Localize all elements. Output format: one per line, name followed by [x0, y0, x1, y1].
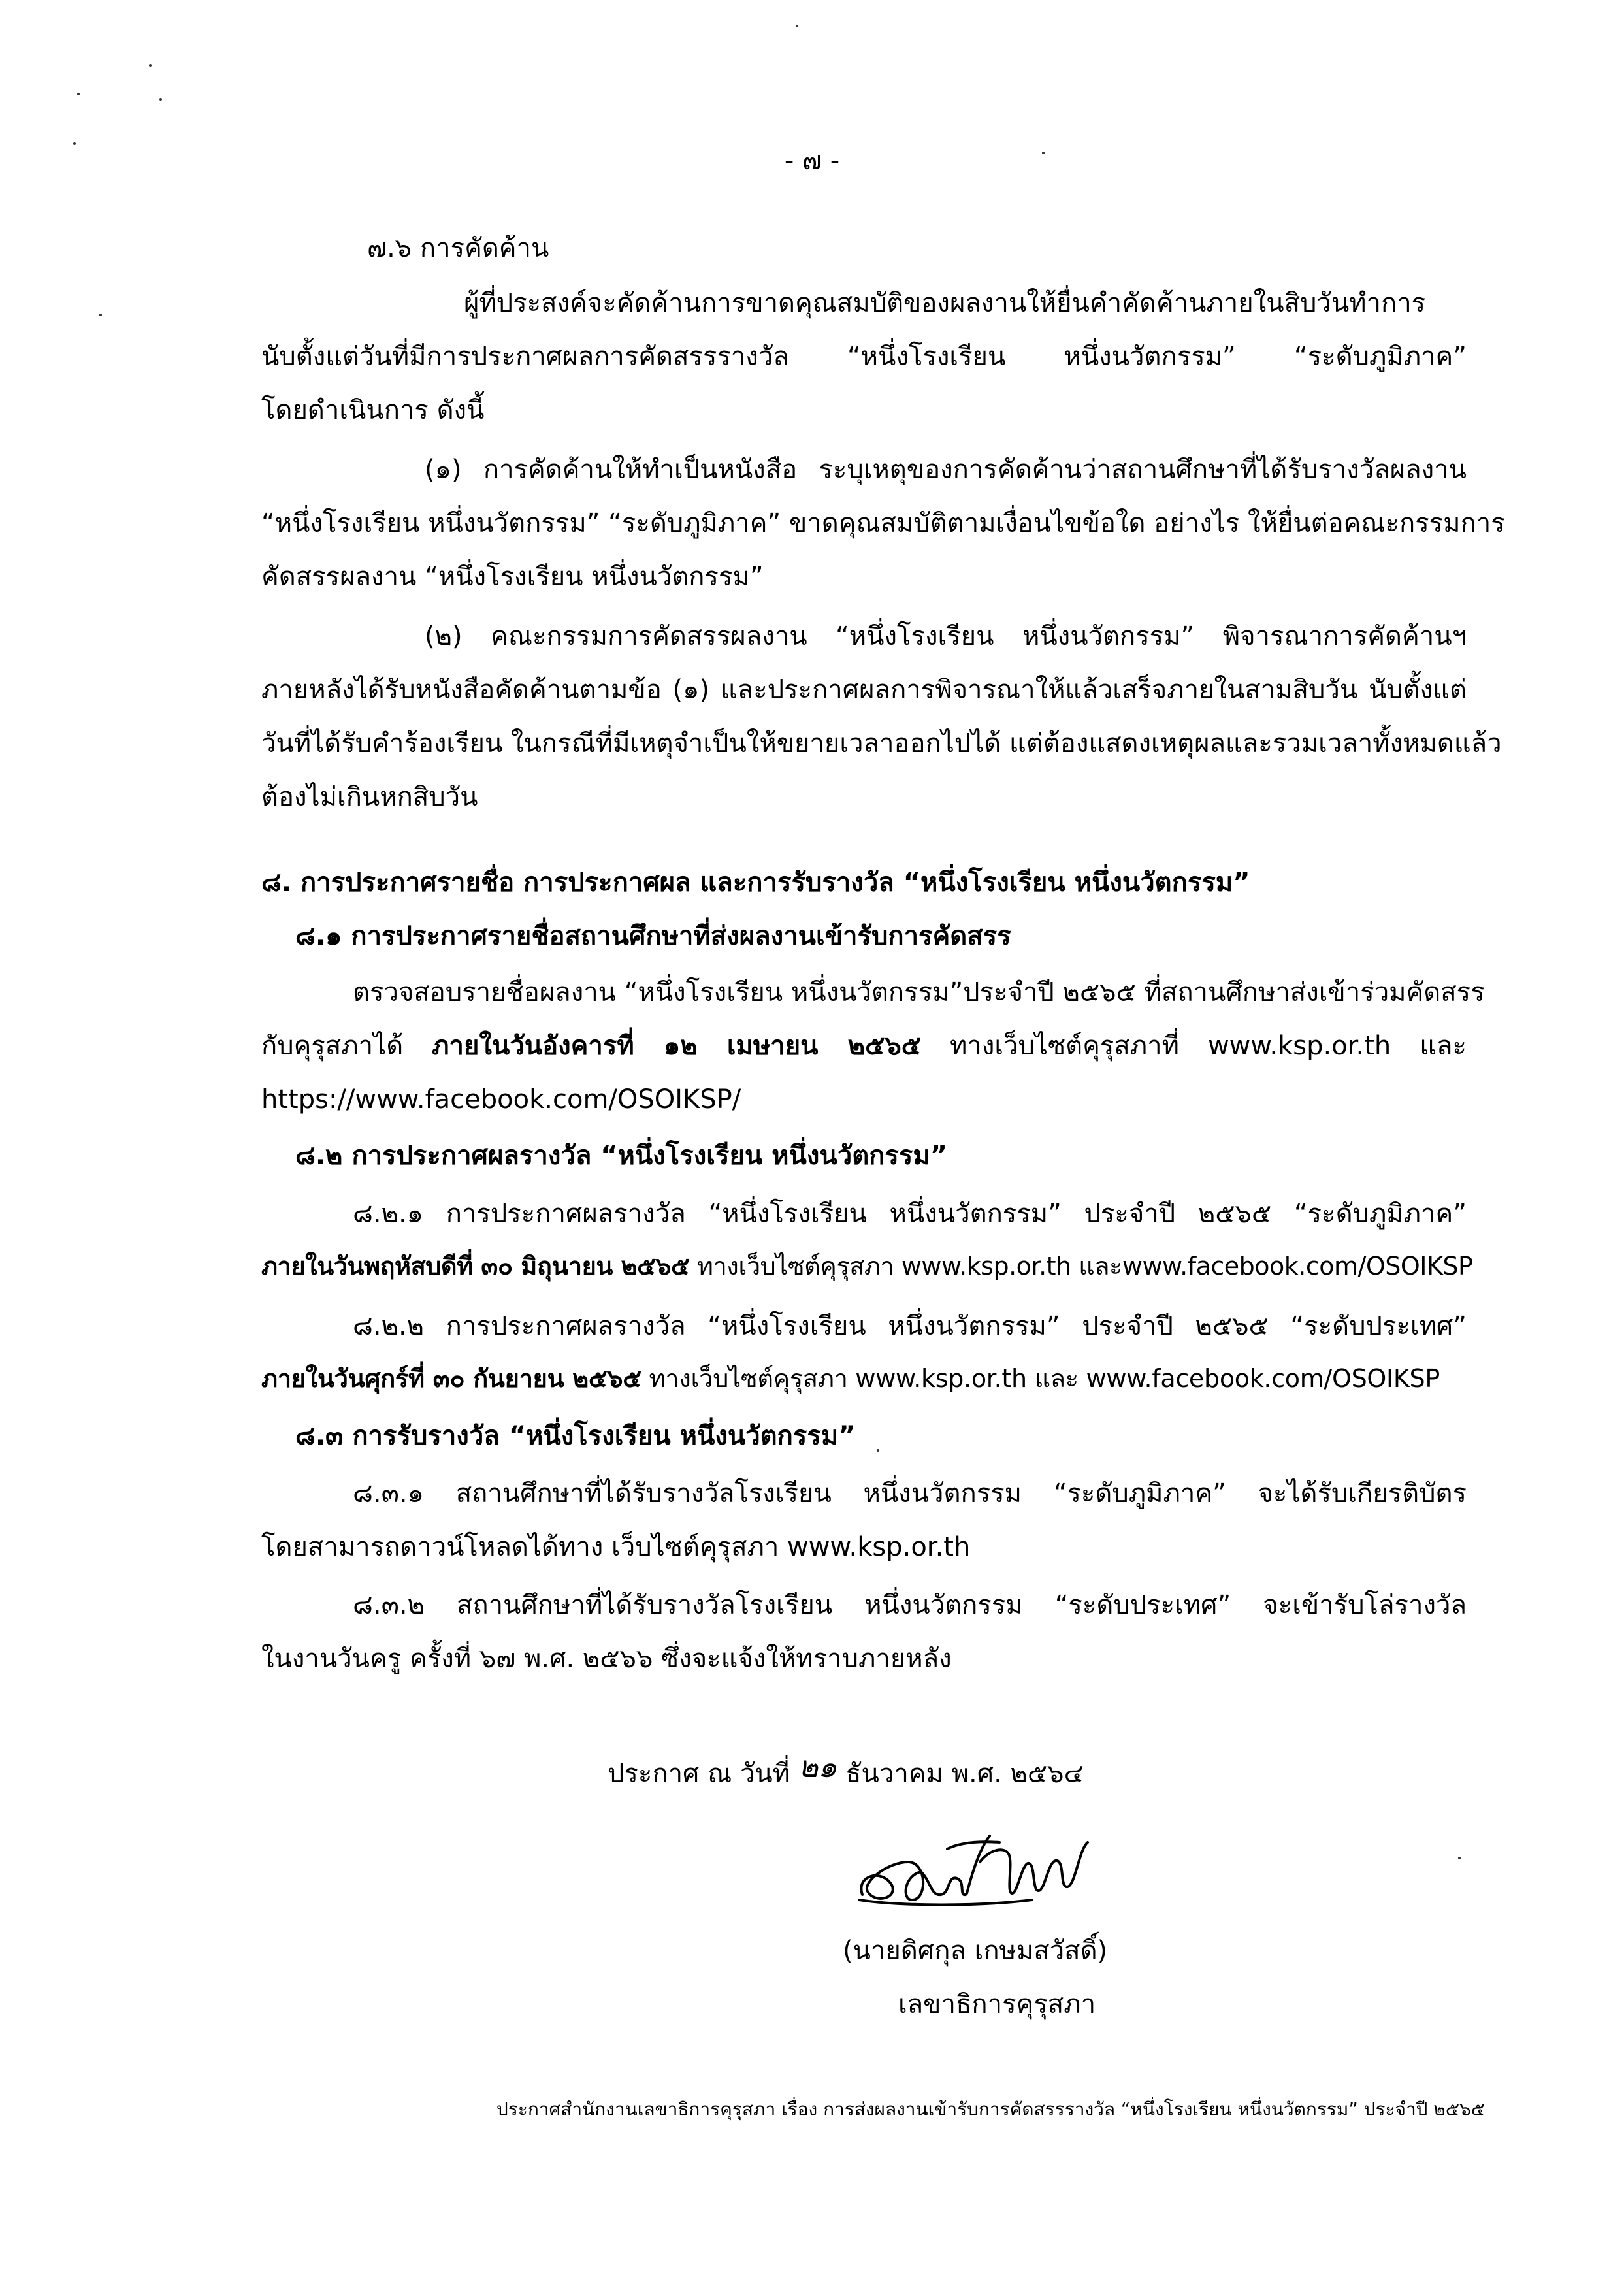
s81-date-bold: ภายในวันอังคารที่ ๑๒ เมษายน ๒๕๖๕	[432, 1031, 922, 1061]
s821-date-bold: ภายในวันพฤหัสบดีที่ ๓๐ มิถุนายน ๒๕๖๕	[261, 1252, 690, 1281]
signature-image	[849, 1823, 1111, 1921]
s832-line: ๘.๓.๒ สถานศึกษาที่ได้รับรางวัลโรงเรียน หนึ่งนวัตกรรม “ระดับประเทศ” จะเข้ารับโล่รางวัล	[353, 1590, 1467, 1620]
scan-speck	[149, 64, 152, 67]
scan-speck	[99, 314, 102, 316]
s81-line	[261, 1030, 1467, 1062]
scan-speck	[796, 25, 798, 27]
s76-p1-line: นับตั้งแต่วันที่มีการประกาศผลการคัดสรรรางวัล “หนึ่งโรงเรียน หนึ่งนวัตกรรม” “ระดับภูมิภาค”	[261, 342, 1467, 372]
section-8-1-heading: ๘.๑ การประกาศรายชื่อสถานศึกษาที่ส่งผลงานเข้ารับการคัดสรร	[295, 921, 1011, 951]
section-7-6-heading: ๗.๖ การคัดค้าน	[367, 233, 549, 263]
s822-line-text: ทางเว็บไซต์คุรุสภา www.ksp.or.th และ www.facebook.com/OSOIKSP	[641, 1364, 1440, 1393]
section-8-3-heading: ๘.๓ การรับรางวัล “หนึ่งโรงเรียน หนึ่งนวัตกรรม”	[295, 1421, 856, 1451]
s81-line-text: ทางเว็บไซต์คุรุสภาที่ www.ksp.or.th และ	[921, 1031, 1467, 1061]
scan-speck	[877, 1449, 879, 1452]
scan-speck	[1458, 1857, 1461, 1859]
signer-name: (นายดิศกุล เกษมสวัสดิ์)	[843, 1936, 1108, 1966]
s831-line: ๘.๓.๑ สถานศึกษาที่ได้รับรางวัลโรงเรียน หนึ่งนวัตกรรม “ระดับภูมิภาค” จะได้รับเกียรติบัตร	[353, 1478, 1467, 1509]
announce-suffix: ธันวาคม พ.ศ. ๒๕๖๔	[845, 1759, 1084, 1789]
s76-p1-line: โดยดำเนินการ ดังนี้	[261, 395, 485, 425]
s76-item2-line: ต้องไม่เกินหกสิบวัน	[261, 782, 478, 812]
s76-item1-line: (๑) การคัดค้านให้ทำเป็นหนังสือ ระบุเหตุของการคัดค้านว่าสถานศึกษาที่ได้รับรางวัลผลงาน	[425, 455, 1467, 485]
s822-line	[261, 1364, 1440, 1394]
s76-item2-line: (๒) คณะกรรมการคัดสรรผลงาน “หนึ่งโรงเรียน หนึ่งนวัตกรรม” พิจารณาการคัดค้านฯ	[425, 621, 1467, 651]
page-number: - ๗ -	[784, 146, 840, 176]
s821-line-text: ทางเว็บไซต์คุรุสภา www.ksp.or.th และwww.facebook.com/OSOIKSP	[689, 1252, 1473, 1281]
s821-line	[261, 1252, 1472, 1282]
s76-item1-line: คัดสรรผลงาน “หนึ่งโรงเรียน หนึ่งนวัตกรรม”	[261, 562, 764, 592]
s76-p1-line: ผู้ที่ประสงค์จะคัดค้านการขาดคุณสมบัติของผลงานให้ยื่นคำคัดค้านภายในสิบวันทำการ	[464, 288, 1426, 318]
scan-speck	[77, 93, 80, 95]
s81-line: ตรวจสอบรายชื่อผลงาน “หนึ่งโรงเรียน หนึ่งนวัตกรรม”ประจำปี ๒๕๖๕ ที่สถานศึกษาส่งเข้าร่วมคัดสรร	[353, 977, 1485, 1007]
scan-speck	[159, 98, 162, 101]
s76-item2-line: ภายหลังได้รับหนังสือคัดค้านตามข้อ (๑) และประกาศผลการพิจารณาให้แล้วเสร็จภายในสามสิบวัน นับตั้งแต่	[261, 675, 1467, 705]
section-8-heading: ๘. การประกาศรายชื่อ การประกาศผล และการรับรางวัล “หนึ่งโรงเรียน หนึ่งนวัตกรรม”	[261, 868, 1250, 898]
s821-line: ๘.๒.๑ การประกาศผลรางวัล “หนึ่งโรงเรียน หนึ่งนวัตกรรม” ประจำปี ๒๕๖๕ “ระดับภูมิภาค”	[353, 1199, 1467, 1229]
s822-line: ๘.๒.๒ การประกาศผลรางวัล “หนึ่งโรงเรียน หนึ่งนวัตกรรม” ประจำปี ๒๕๖๕ “ระดับประเทศ”	[353, 1311, 1467, 1341]
s76-item1-line: “หนึ่งโรงเรียน หนึ่งนวัตกรรม” “ระดับภูมิภาค” ขาดคุณสมบัติตามเงื่อนไขข้อใด อย่างไร ให้ยื่นต่อคณะกรรมการ	[261, 508, 1505, 538]
announce-day-handwritten: ๒๑	[798, 1749, 837, 1784]
s822-date-bold: ภายในวันศุกร์ที่ ๓๐ กันยายน ๒๕๖๕	[261, 1364, 641, 1393]
announcement-date	[608, 1749, 1084, 1790]
announce-prefix: ประกาศ ณ วันที่	[608, 1759, 790, 1789]
s831-line: โดยสามารถดาวน์โหลดได้ทาง เว็บไซต์คุรุสภา www.ksp.or.th	[261, 1532, 971, 1562]
footer-text: ประกาศสำนักงานเลขาธิการคุรุสภา เรื่อง การส่งผลงานเข้ารับการคัดสรรรางวัล “หนึ่งโรงเรียน หนึ่งนวัตกรรม” ประจำปี ๒๕๖๕	[496, 2098, 1485, 2120]
signer-position: เลขาธิการคุรุสภา	[898, 1989, 1096, 2019]
s81-line-text: กับคุรุสภาได้	[261, 1031, 432, 1061]
s832-line: ในงานวันครู ครั้งที่ ๖๗ พ.ศ. ๒๕๖๖ ซึ่งจะแจ้งให้ทราบภายหลัง	[261, 1644, 952, 1674]
s81-facebook-link[interactable]: https://www.facebook.com/OSOIKSP/	[261, 1085, 741, 1115]
s76-item2-line: วันที่ได้รับคำร้องเรียน ในกรณีที่มีเหตุจำเป็นให้ขยายเวลาออกไปได้ แต่ต้องแสดงเหตุผลและรวมเวลาทั้งหมดแล้ว	[261, 728, 1502, 759]
section-8-2-heading: ๘.๒ การประกาศผลรางวัล “หนึ่งโรงเรียน หนึ่งนวัตกรรม”	[295, 1141, 948, 1171]
